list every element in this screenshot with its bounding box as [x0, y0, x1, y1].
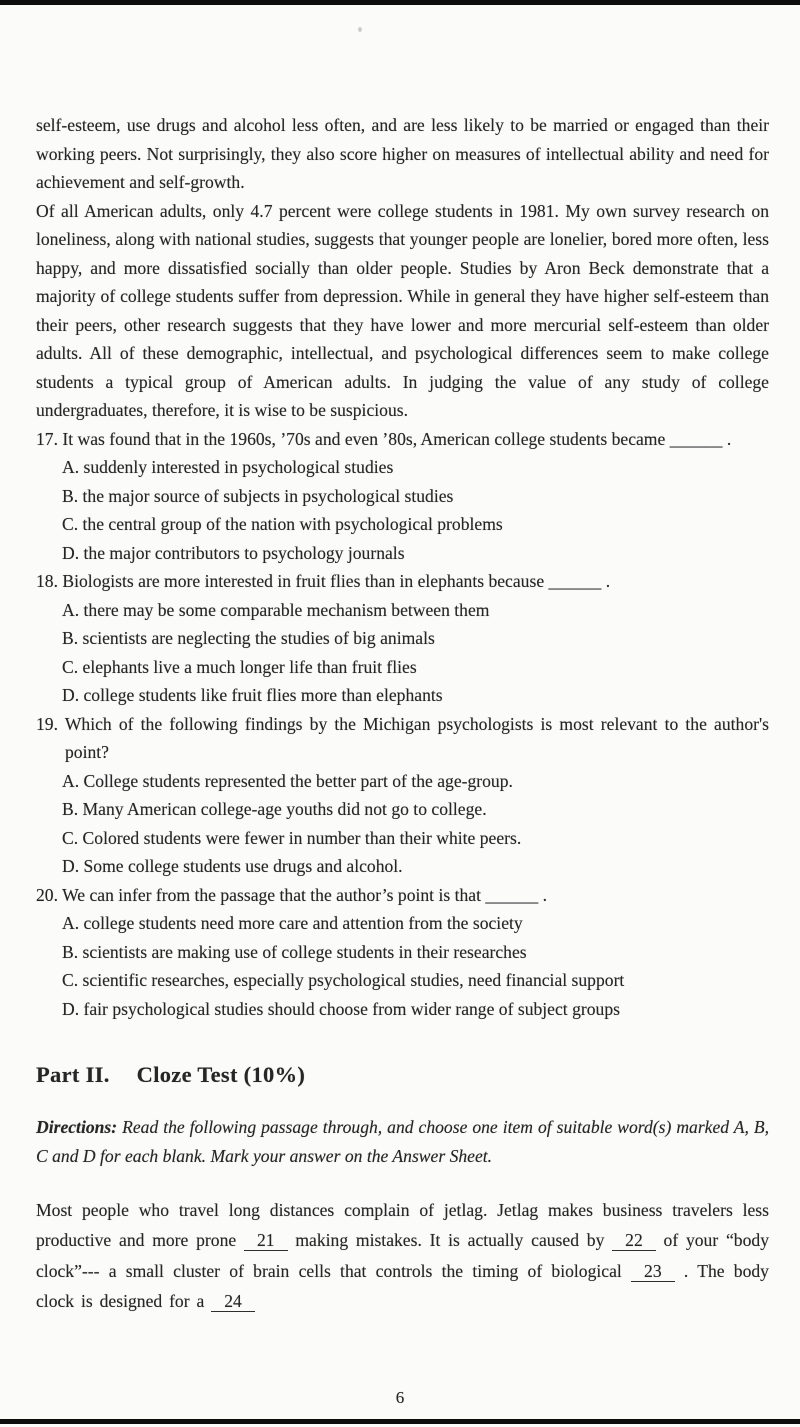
- question-20-option-b: B. scientists are making use of college students in their researches: [62, 941, 527, 962]
- question-17-option-a: A. suddenly interested in psychological studies: [62, 457, 394, 477]
- scan-speck: [358, 27, 362, 32]
- question-20-option-d: D. fair psychological studies should choose from wider range of subject groups: [62, 998, 620, 1019]
- question-20: [36, 881, 769, 1024]
- question-text: 20. We can infer from the passage that the author’s point is that ______ .: [36, 884, 547, 905]
- part2-heading-title: Cloze Test (10%): [136, 1062, 306, 1087]
- cloze-blank-22: 22: [612, 1230, 656, 1251]
- question-18-option-d: D. college students like fruit flies more than elephants: [62, 685, 443, 705]
- directions-label: Directions:: [36, 1116, 118, 1137]
- page-number: 6: [395, 1388, 405, 1407]
- part2-directions: [36, 1113, 769, 1172]
- question-17: [36, 425, 769, 568]
- question-text: 19. Which of the following findings by the Michigan psychologists is most relevant to the author's point?: [36, 713, 769, 762]
- question-18: [36, 567, 769, 710]
- question-19-option-c: C. Colored students were fewer in number than their white peers.: [62, 827, 522, 848]
- directions-body: Read the following passage through, and choose one item of suitable word(s) marked A, B, C and D for each blank. Mark your answer on the Answer Sheet.: [36, 1116, 769, 1166]
- scan-edge-top: [0, 0, 800, 5]
- question-18-option-a: A. there may be some comparable mechanism between them: [62, 599, 490, 620]
- question-19-option-a: A. College students represented the better part of the age-group.: [62, 770, 513, 791]
- question-text: 17. It was found that in the 1960s, ’70s and even ’80s, American college students became ______ .: [36, 428, 732, 449]
- question-18-option-b: B. scientists are neglecting the studies of big animals: [62, 628, 435, 648]
- part2-heading: [36, 1059, 769, 1090]
- cloze-blank-23: 23: [631, 1261, 675, 1282]
- reading-passage-paragraph-2: Of all American adults, only 4.7 percent were college students in 1981. My own survey research on loneliness, along with national studies, suggests that younger people are lonelier, bored more often, less happy, and more dissatisfied socially than older people. Studies by Aron Beck demonstrate that a majority of college students suffer from depression. While in general they have higher self-esteem than their peers, other research suggests that they have lower and more mercurial self-esteem than older adults. All of these demographic, intellectual, and psychological differences seem to make college students a typical group of American adults. In judging the value of any study of college undergraduates, therefore, it is wise to be suspicious.: [36, 200, 769, 420]
- question-text: 18. Biologists are more interested in fruit flies than in elephants because ______ .: [36, 571, 611, 591]
- page-content: [36, 111, 769, 1334]
- question-17-option-b: B. the major source of subjects in psychological studies: [62, 485, 454, 506]
- question-17-option-c: C. the central group of the nation with psychological problems: [62, 514, 503, 534]
- reading-passage-paragraph-1: self-esteem, use drugs and alcohol less often, and are less likely to be married or engaged than their working peers. Not surprisingly, they also score higher on measures of intellectual ability and need for achievement and self-growth.: [36, 115, 769, 192]
- question-19: [36, 710, 769, 881]
- question-20-option-c: C. scientific researches, especially psychological studies, need financial support: [62, 970, 625, 990]
- scan-edge-bottom: [0, 1419, 800, 1424]
- cloze-blank-21: 21: [244, 1230, 288, 1251]
- question-19-option-d: D. Some college students use drugs and alcohol.: [62, 856, 403, 876]
- cloze-passage: Most people who travel long distances complain of jetlag. Jetlag makes business travelers less productive and more prone 21 making mistakes. It is actually caused by 22 of your “body clock”--- a small cluster of brain cells that controls the timing of biological 23 . The body clock is designed for a 24: [36, 1199, 769, 1311]
- part2-heading-number: Part II.: [36, 1062, 110, 1087]
- question-19-option-b: B. Many American college-age youths did not go to college.: [62, 799, 487, 819]
- question-18-option-c: C. elephants live a much longer life than fruit flies: [62, 656, 417, 677]
- question-17-option-d: D. the major contributors to psychology journals: [62, 542, 405, 563]
- cloze-blank-24: 24: [211, 1291, 255, 1312]
- question-20-option-a: A. college students need more care and attention from the society: [62, 913, 523, 933]
